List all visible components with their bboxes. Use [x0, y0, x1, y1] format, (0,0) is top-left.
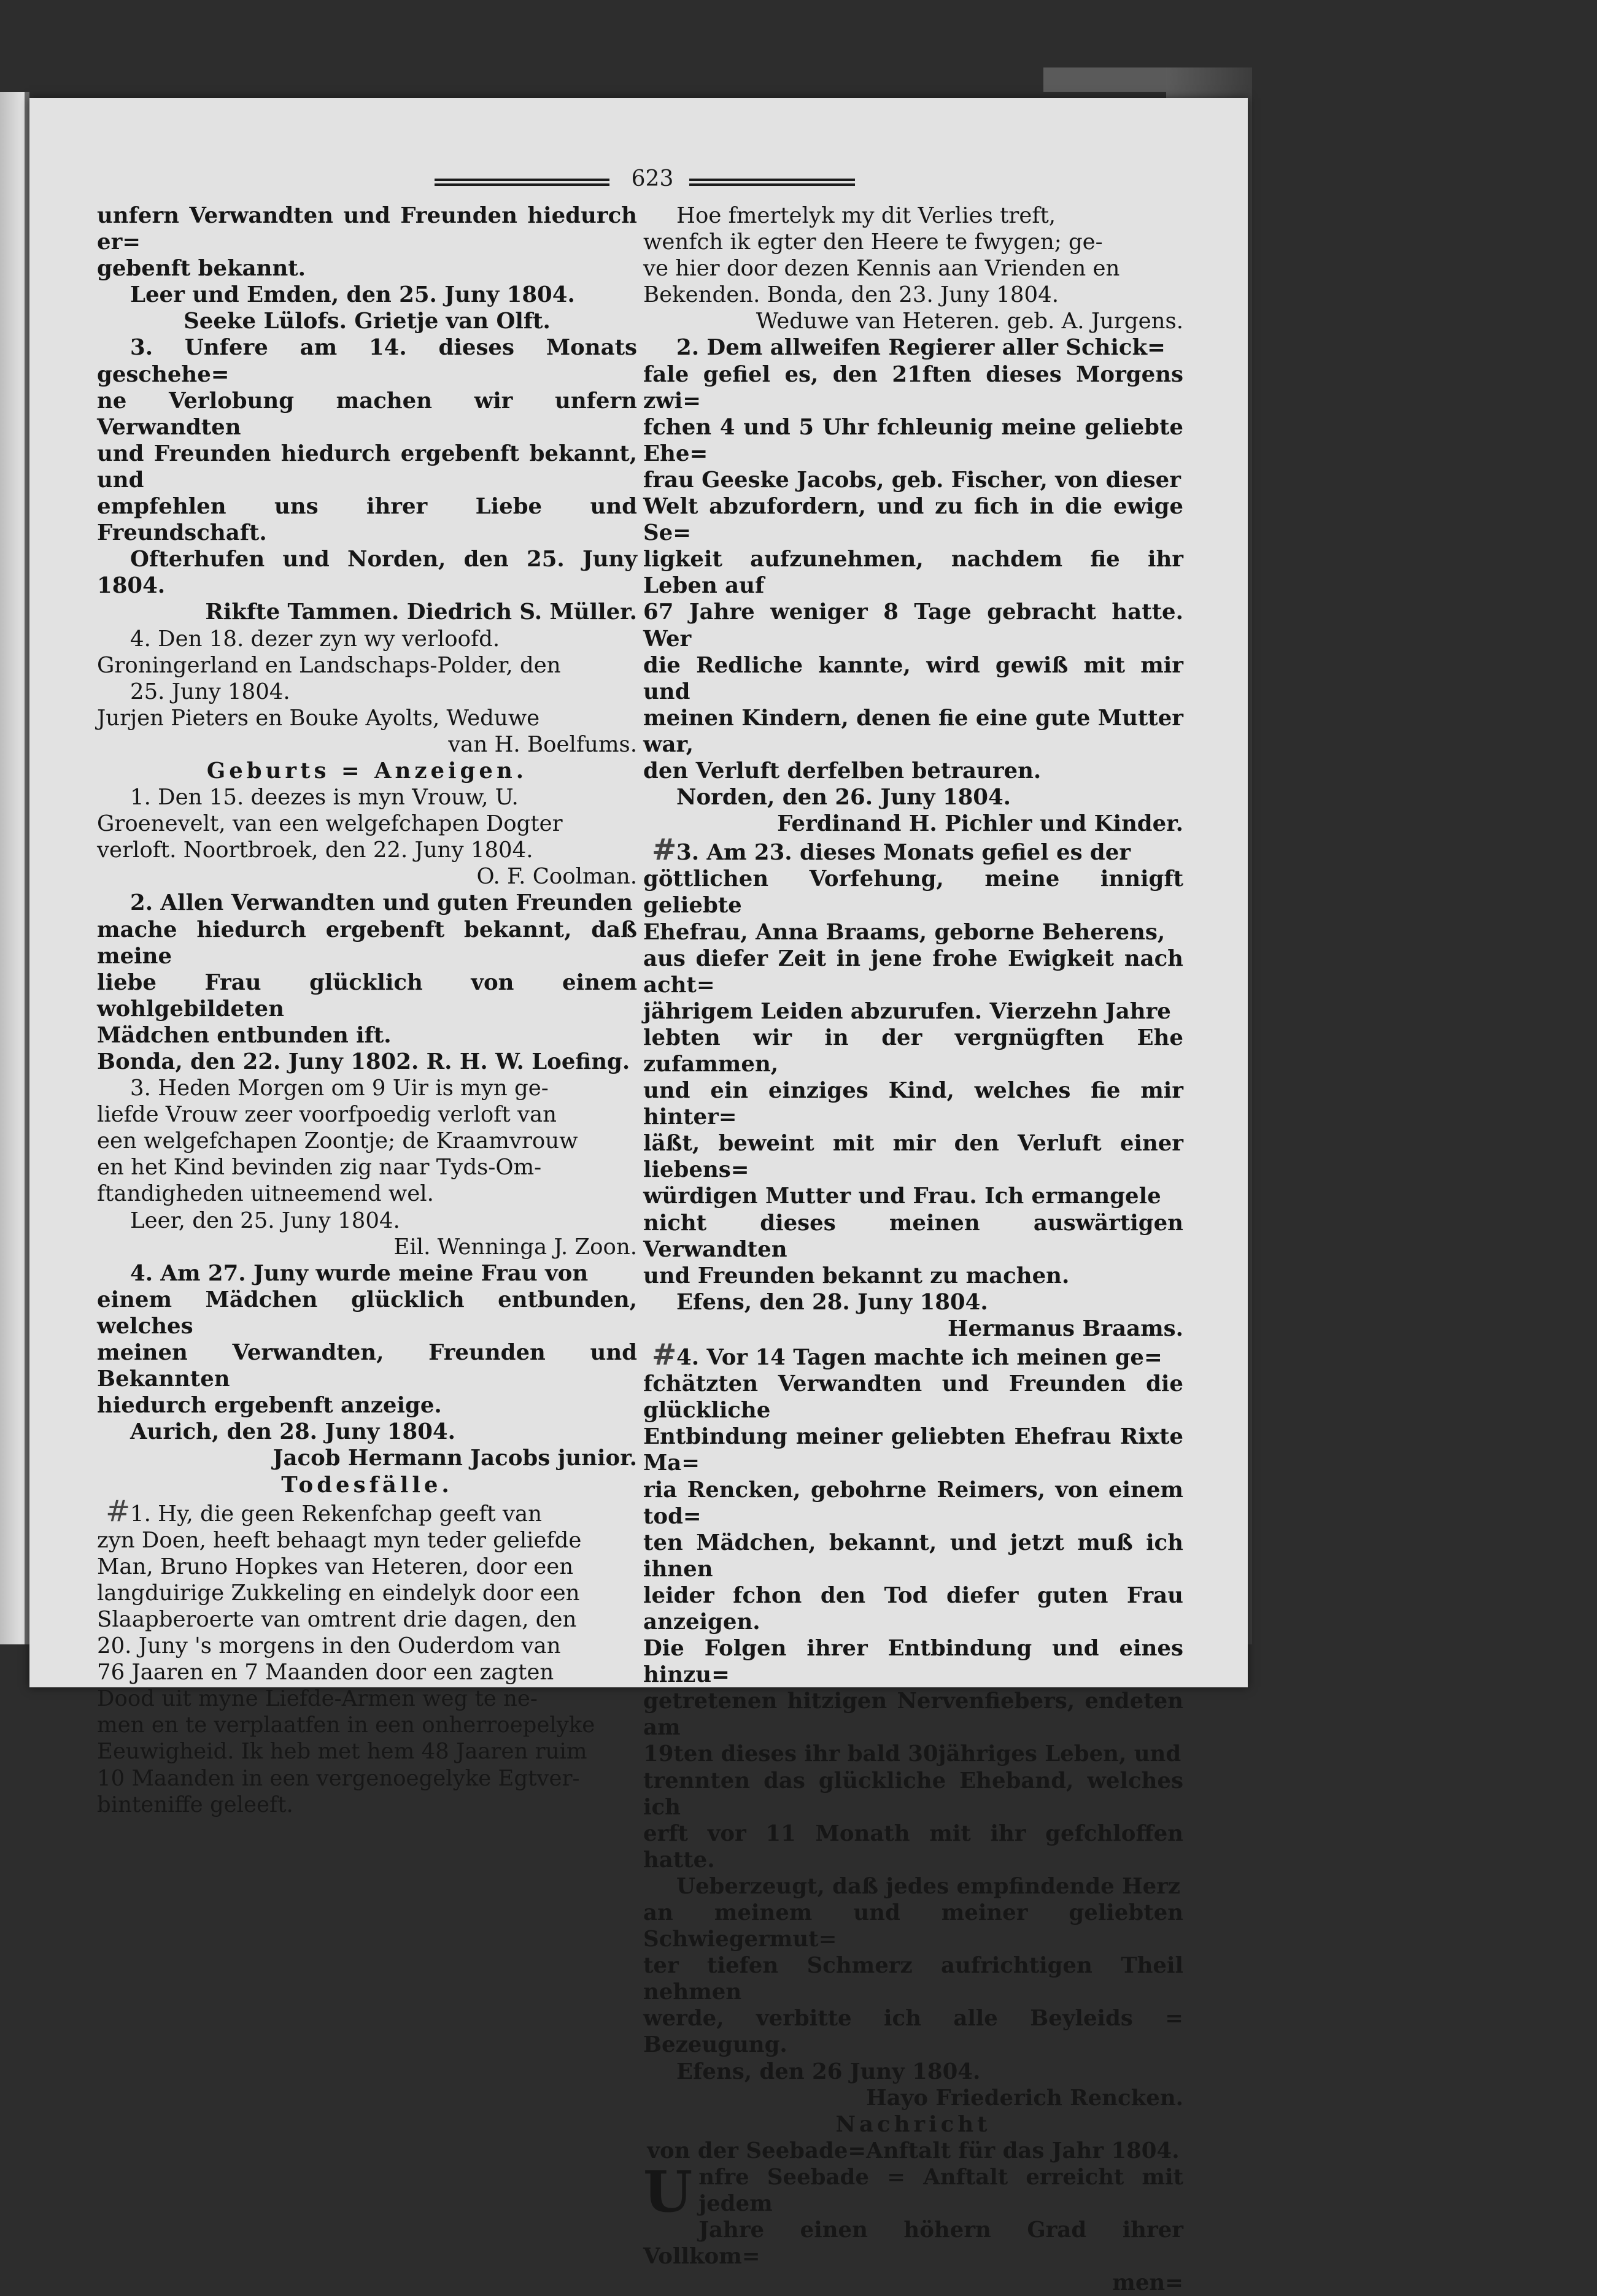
- text-line: Die Folgen ihrer Entbindung und eines hinzu=: [643, 1636, 1183, 1688]
- text-line: langduirige Zukkeling en eindelyk door een: [97, 1580, 580, 1606]
- text-line: Mädchen entbunden ift.: [97, 1022, 392, 1048]
- text-line: fale gefiel es, den 21ften dieses Morgens zwi=: [643, 361, 1183, 414]
- text-line: 25. Juny 1804.: [130, 679, 290, 704]
- signature-line: Jacob Hermann Jacobs junior.: [273, 1446, 637, 1471]
- text-line: 3. Unfere am 14. dieses Monats geschehe=: [97, 335, 637, 387]
- signature-line: Hayo Friederich Rencken.: [866, 2085, 1183, 2111]
- signature-line: O. F. Coolman.: [476, 864, 637, 890]
- text-line: binteniffe geleeft.: [97, 1792, 293, 1817]
- text-line: ve hier door dezen Kennis aan Vrienden en: [643, 256, 1120, 282]
- text-line: meinen Verwandten, Freunden und Bekannten: [97, 1340, 637, 1392]
- text-line: 2. Allen Verwandten und guten Freunden: [130, 890, 633, 916]
- text-line: Leer und Emden, den 25. Juny 1804.: [130, 282, 575, 308]
- text-line: Slaapberoerte van omtrent drie dagen, den: [97, 1606, 577, 1632]
- text-line: jährigem Leiden abzurufen. Vierzehn Jahre: [643, 998, 1171, 1024]
- text-line: Leer, den 25. Juny 1804.: [130, 1208, 400, 1233]
- handwritten-mark: #: [106, 1493, 131, 1528]
- text-line: Ueberzeugt, daß jedes empfindende Herz: [676, 1873, 1181, 1899]
- text-line: Hoe fmertelyk my dit Verlies treft,: [676, 203, 1056, 228]
- text-line: ten Mädchen, bekannt, und jetzt muß ich ihnen: [643, 1530, 1183, 1582]
- text-line: unfern Verwandten und Freunden hiedurch er=: [97, 203, 637, 255]
- text-line: Ehefrau, Anna Braams, geborne Beherens,: [643, 919, 1166, 945]
- text-line: Aurich, den 28. Juny 1804.: [130, 1419, 455, 1445]
- text-line: ligkeit aufzunehmen, nachdem fie ihr Leben auf: [643, 547, 1183, 599]
- text-line: verloft. Noortbroek, den 22. Juny 1804.: [97, 838, 533, 863]
- text-line: 2. Dem allweifen Regierer aller Schick=: [676, 335, 1166, 361]
- text-line: 1. Den 15. deezes is myn Vrouw, U.: [130, 785, 519, 811]
- page-header: [29, 166, 1248, 193]
- book-spine: [0, 92, 25, 1644]
- text-line: 67 Jahre weniger 8 Tage gebracht hatte. Wer: [643, 599, 1183, 652]
- section-heading-notice: Nachricht: [835, 2111, 991, 2137]
- text-line: Groenevelt, van een welgefchapen Dogter: [97, 811, 563, 837]
- text-line: empfehlen uns ihrer Liebe und Freundschaft.: [97, 494, 637, 546]
- text-line: fchen 4 und 5 Uhr fchleunig meine geliebte Ehe=: [643, 414, 1183, 466]
- text-line: 4. Vor 14 Tagen machte ich meinen ge=: [676, 1345, 1162, 1371]
- signature-line: Hermanus Braams.: [948, 1316, 1183, 1341]
- text-line: trennten das glückliche Eheband, welches ich: [643, 1768, 1183, 1820]
- text-line: Entbindung meiner geliebten Ehefrau Rixte Ma=: [643, 1424, 1183, 1476]
- catchword: men=: [1112, 2270, 1183, 2296]
- header-rule-right: [689, 179, 855, 186]
- text-line: wenfch ik egter den Heere te fwygen; ge-: [643, 229, 1103, 255]
- signature-line: Ferdinand H. Pichler und Kinder.: [777, 811, 1183, 837]
- text-line: werde, verbitte ich alle Beyleids = Bezeugung.: [643, 2006, 1183, 2058]
- text-line: 20. Juny 's morgens in den Ouderdom van: [97, 1633, 561, 1659]
- text-line: und Freunden hiedurch ergebenft bekannt, und: [97, 441, 637, 493]
- text-line: 3. Am 23. dieses Monats gefiel es der: [676, 840, 1131, 866]
- text-line: leider fchon den Tod diefer guten Frau anzeigen.: [643, 1582, 1183, 1635]
- text-line: getretenen hitzigen Nervenfiebers, endeten am: [643, 1689, 1183, 1741]
- page-number: 623: [631, 166, 674, 191]
- book-spine-edge: [25, 92, 29, 1644]
- text-line: erft vor 11 Monath mit ihr gefchloffen hatte.: [643, 1820, 1183, 1873]
- book-page: [29, 98, 1248, 2296]
- text-line: nfre Seebade = Anftalt erreicht mit jedem: [698, 2164, 1183, 2217]
- text-line: würdigen Mutter und Frau. Ich ermangele: [643, 1184, 1161, 1209]
- text-line: ne Verlobung machen wir unfern Verwandten: [97, 388, 637, 440]
- text-line: einem Mädchen glücklich entbunden, welches: [97, 1287, 637, 1339]
- text-line: läßt, beweint mit mir den Verluft einer liebens=: [643, 1131, 1183, 1183]
- handwritten-mark: #: [652, 833, 677, 868]
- text-line: und ein einziges Kind, welches fie mir hinter=: [643, 1078, 1183, 1130]
- text-line: und Freunden bekannt zu machen.: [643, 1263, 1070, 1289]
- signature-line: Weduwe van Heteren. geb. A. Jurgens.: [756, 309, 1183, 334]
- text-line: 10 Maanden in een vergenoegelyke Egtver-: [97, 1765, 580, 1791]
- text-line: gebenft bekannt.: [97, 256, 306, 282]
- text-line: Man, Bruno Hopkes van Heteren, door een: [97, 1554, 574, 1579]
- right-column: [643, 202, 1183, 2296]
- signature-line: van H. Boelfums.: [448, 731, 637, 757]
- text-line: Jahre einen höhern Grad ihrer Vollkom=: [643, 2217, 1183, 2270]
- text-line: ria Rencken, gebohrne Reimers, von einem tod=: [643, 1477, 1183, 1529]
- text-line: hiedurch ergebenft anzeige.: [97, 1393, 442, 1419]
- text-line: een welgefchapen Zoontje; de Kraamvrouw: [97, 1128, 578, 1154]
- text-line: liebe Frau glücklich von einem wohlgebildeten: [97, 969, 637, 1022]
- header-rule-left: [435, 179, 609, 186]
- text-line: zyn Doen, heeft behaagt myn teder geliefde: [97, 1527, 582, 1553]
- text-line: mache hiedurch ergebenft bekannt, daß meine: [97, 917, 637, 969]
- text-line: nicht dieses meinen auswärtigen Verwandten: [643, 1210, 1183, 1262]
- section-heading-births: Geburts = Anzeigen.: [206, 758, 528, 784]
- signature-line: Bonda, den 22. Juny 1802. R. H. W. Loefing.: [97, 1049, 630, 1074]
- text-line: Jurjen Pieters en Bouke Ayolts, Weduwe: [97, 705, 540, 731]
- text-line: Efens, den 26 Juny 1804.: [676, 2059, 981, 2084]
- text-line: 4. Den 18. dezer zyn wy verloofd.: [130, 626, 500, 652]
- text-line: ter tiefen Schmerz aufrichtigen Theil nehmen: [643, 1953, 1183, 2005]
- text-line: Efens, den 28. Juny 1804.: [676, 1289, 988, 1315]
- text-line: meinen Kindern, denen fie eine gute Mutter war,: [643, 705, 1183, 757]
- text-line: den Verluft derfelben betrauren.: [643, 758, 1042, 784]
- section-heading-deaths: Todesfälle.: [281, 1472, 453, 1498]
- text-line: ftandigheden uitneemend wel.: [97, 1181, 434, 1207]
- text-line: Ofterhufen und Norden, den 25. Juny 1804.: [97, 547, 637, 599]
- text-line: Eeuwigheid. Ik heb met hem 48 Jaaren ruim: [97, 1739, 587, 1765]
- text-line: aus diefer Zeit in jene frohe Ewigkeit nach acht=: [643, 946, 1183, 998]
- text-line: 4. Am 27. Juny wurde meine Frau von: [130, 1260, 589, 1286]
- text-line: liefde Vrouw zeer voorfpoedig verloft van: [97, 1102, 557, 1128]
- text-line: an meinem und meiner geliebten Schwiegermut=: [643, 1900, 1183, 1952]
- signature-line: Eil. Wenninga J. Zoon.: [393, 1234, 637, 1260]
- text-line: Dood uit myne Liefde-Armen weg te ne-: [97, 1686, 538, 1712]
- text-line: 19ten dieses ihr bald 30jähriges Leben, und: [643, 1741, 1181, 1767]
- section-subheading: von der Seebade=Anftalt für das Jahr 1804.: [647, 2138, 1180, 2163]
- text-line: frau Geeske Jacobs, geb. Fischer, von dieser: [643, 467, 1181, 493]
- text-line: die Redliche kannte, wird gewiß mit mir und: [643, 652, 1183, 704]
- text-line: 76 Jaaren en 7 Maanden door een zagten: [97, 1660, 554, 1685]
- signature-line: Rikfte Tammen. Diedrich S. Müller.: [205, 599, 637, 625]
- left-column: [97, 202, 637, 1818]
- signature-line: Seeke Lülofs. Grietje van Olft.: [184, 309, 551, 334]
- text-line: en het Kind bevinden zig naar Tyds-Om-: [97, 1155, 542, 1181]
- text-line: 1. Hy, die geen Rekenfchap geeft van: [130, 1501, 542, 1527]
- text-line: Norden, den 26. Juny 1804.: [676, 785, 1011, 811]
- text-line: Bekenden. Bonda, den 23. Juny 1804.: [643, 282, 1059, 308]
- handwritten-mark: #: [652, 1338, 677, 1373]
- text-line: Groningerland en Landschaps-Polder, den: [97, 652, 561, 678]
- text-line: göttlichen Vorfehung, meine innigft geliebte: [643, 866, 1183, 919]
- text-line: men en te verplaatfen in een onherroepelyke: [97, 1712, 595, 1738]
- text-line: lebten wir in der vergnügften Ehe zufammen,: [643, 1025, 1183, 1077]
- text-line: Welt abzufordern, und zu fich in die ewige Se=: [643, 494, 1183, 546]
- drop-cap-letter: U: [643, 2158, 693, 2225]
- text-line: fchätzten Verwandten und Freunden die glückliche: [643, 1371, 1183, 1423]
- text-line: 3. Heden Morgen om 9 Uir is myn ge-: [130, 1076, 549, 1101]
